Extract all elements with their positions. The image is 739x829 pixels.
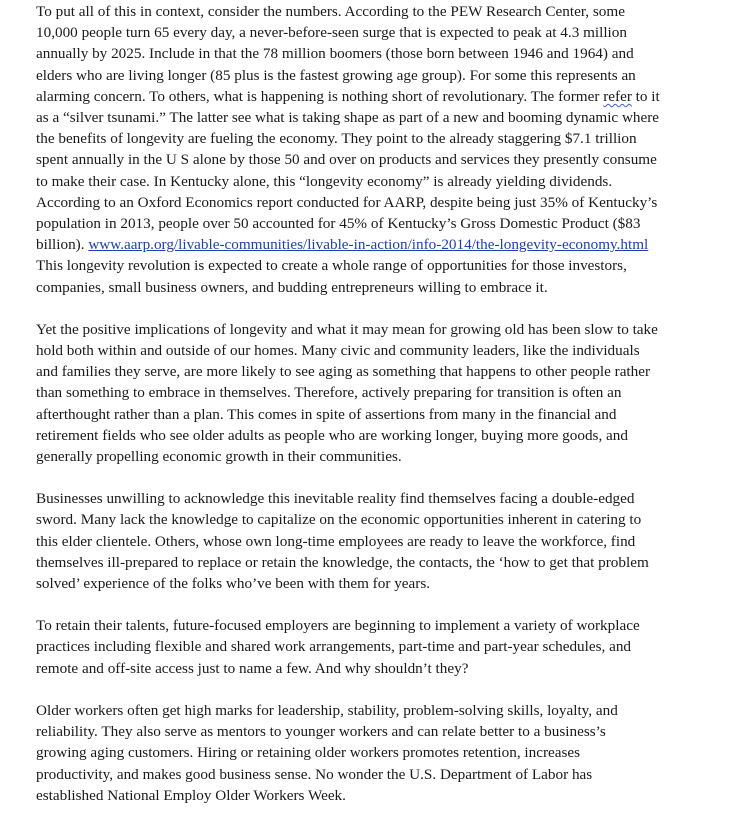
document-page <box>36 1 660 806</box>
paragraph-1-text-c: This longevity revolution is expected to create a whole range of opportunities for those investors, companies, small business owners, and budding entrepreneurs willing to embrace it. <box>36 257 627 296</box>
paragraph-2: Yet the positive implications of longevity and what it may mean for growing old has been slow to take hold both within and outside of our homes. Many civic and community leaders, like the individuals and families they serve, are more likely to see aging as something that happens to other people rather than something to embrace in themselves. Therefore, actively preparing for transition is often an afterthought rather than a plan. This comes in spite of assertions from many in the financial and retirement fields who see older adults as people who are working longer, buying more goods, and generally propelling economic growth in their communities. <box>36 320 658 466</box>
spellcheck-flagged-word[interactable]: refer <box>603 87 632 105</box>
aarp-hyperlink[interactable]: www.aarp.org/livable-communities/livable-in-action/info-2014/the-longevity-economy.html <box>88 236 649 254</box>
paragraph-4: To retain their talents, future-focused employers are beginning to implement a variety of workplace practices including flexible and shared work arrangements, part-time and part-year schedules, and remote and off-site access just to name a few. And why shouldn’t they? <box>36 617 640 677</box>
paragraph-1-text-b: to it as a “silver tsunami.” The latter see what is taking shape as part of a new and booming dynamic where the benefits of longevity are fueling the economy. They point to the already staggering $7.1 trillion spent annually in the U S alone by those 50 and over on products and services they presently consume to make their case. In Kentucky alone, this “longevity economy” is already yielding dividends. According to an Oxford Economics report conducted for AARP, despite being just 35% of Kentucky’s population in 2013, people over 50 accounted for 45% of Kentucky’s Gross Domestic Product ($83 billion). <box>36 87 660 254</box>
paragraph-3: Businesses unwilling to acknowledge this inevitable reality find themselves facing a double-edged sword. Many lack the knowledge to capitalize on the economic opportunities inherent in catering to this elder clientele. Others, whose own long-time employees are ready to leave the workforce, find themselves ill-prepared to replace or retain the knowledge, the contacts, the ‘how to get that problem solved’ experience of the folks who’ve been with them for years. <box>36 490 649 593</box>
paragraph-1 <box>36 1 660 298</box>
paragraph-5: Older workers often get high marks for leadership, stability, problem-solving skills, loyalty, and reliability. They also serve as mentors to younger workers and can relate better to a business’s growing aging customers. Hiring or retaining older workers promotes retention, increases productivity, and makes good business sense. No wonder the U.S. Department of Labor has established National Employ Older Workers Week. <box>36 701 618 804</box>
paragraph-1-text-a: To put all of this in context, consider the numbers. According to the PEW Research Center, some 10,000 people turn 65 every day, a never-before-seen surge that is expected to peak at 4.3 million annually by 2025. Include in that the 78 million boomers (those born between 1946 and 1964) and elders who are living longer (85 plus is the fastest growing age group). For some this represents an alarming concern. To others, what is happening is nothing short of revolutionary. The former <box>36 3 636 105</box>
